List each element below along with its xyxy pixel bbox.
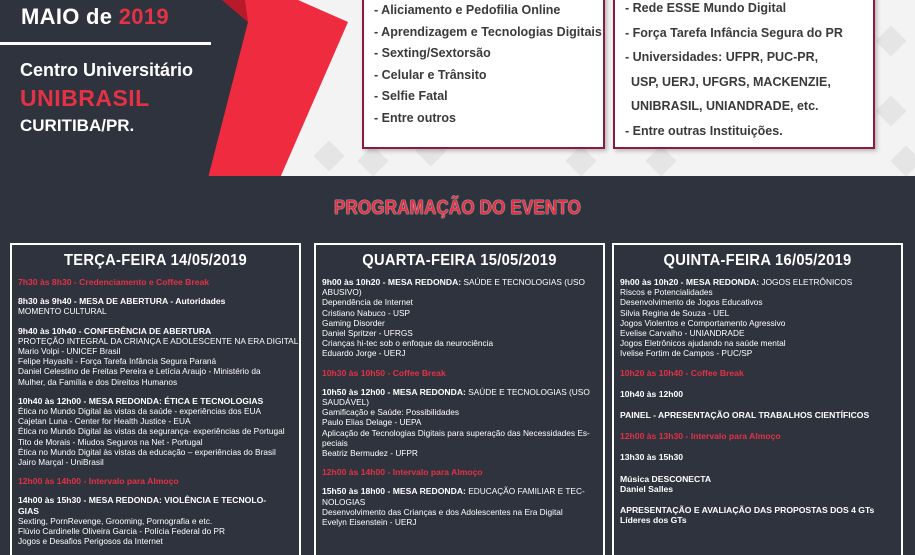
session-line: Mulher, da Família e dos Direitos Humanos: [18, 376, 178, 387]
session-topic: SAÚDE E TECNOLOGIAS (USO: [465, 386, 590, 397]
session-time: 10h50 às 12h00 - MESA REDONDA:: [322, 386, 466, 397]
session-line: Felipe Hayashi - Força Tarefa Infância Segura Paraná: [18, 356, 217, 367]
schedule-break: 12h00 às 14h00 - Intervalo para Almoço: [18, 476, 179, 487]
session-time: 13h30 às 15h30: [620, 452, 684, 463]
session-line: Jogos Eletrônicos ajudando na saúde mental: [620, 338, 786, 349]
schedule-break: 12h00 às 13h30 - Intervalo para Almoço: [620, 431, 781, 442]
theme-item: - Entre outros: [374, 110, 456, 125]
theme-item: - Selfie Fatal: [374, 89, 448, 104]
session-line: ABUSIVO): [322, 287, 362, 298]
schedule-session: [322, 486, 597, 527]
session-line: NOLOGIAS: [322, 496, 366, 507]
session-line: Cristiano Nabuco - USP: [322, 307, 411, 318]
venue-city: CURITIBA/PR.: [20, 116, 135, 135]
session-line: Daniel Celestino de Freitas Pereira e Letícia Araujo - Ministério da: [18, 366, 261, 377]
theme-item: - Celular e Trânsito: [374, 67, 487, 82]
session-line: Gamificação e Saúde: Possibilidades: [322, 407, 459, 418]
theme-item: - Aprendizagem e Tecnologias Digitais: [374, 24, 602, 39]
session-time-cont: GIAS: [18, 505, 40, 516]
session-line: peciais: [322, 437, 348, 448]
session-topic: EDUCAÇÃO FAMILIAR E TEC-: [465, 486, 585, 497]
partner-item: - Universidades: UFPR, PUC-PR,: [625, 50, 819, 64]
theme-item: - Sexting/Sextorsão: [374, 46, 491, 61]
session-line: Evelise Carvalho - UNIANDRADE: [620, 328, 745, 339]
schedule-session: [18, 495, 293, 546]
schedule-session: [322, 277, 597, 359]
session-line: Silvia Regina de Souza - UEL: [620, 307, 730, 318]
session-topic: JOGOS ELETRÔNICOS: [759, 277, 853, 287]
schedule-session: [18, 396, 293, 467]
venue: [20, 60, 193, 136]
session-line: Paulo Elias Delage - UEPA: [322, 417, 422, 428]
session-line: Gaming Disorder: [322, 317, 385, 328]
session-title: APRESENTAÇÃO E AVALIAÇÃO DAS PROPOSTAS DOS 4 GTs: [620, 505, 875, 516]
session-line: Crianças hi-tec sob o enfoque da neurociência: [322, 338, 494, 349]
schedule-break: 7h30 às 8h30 - Credenciamento e Coffee Break: [18, 277, 210, 287]
session-time: 9h00 às 10h20 - MESA REDONDA:: [322, 277, 462, 287]
session-title: PAINEL - APRESENTAÇÃO ORAL TRABALHOS CIENTÍFICOS: [620, 410, 870, 421]
schedule-break: 12h00 às 14h00 - Intervalo para Almoço: [322, 467, 483, 478]
session-line: Ética no Mundo Digital às vistas da saúde - experiências dos EUA: [18, 406, 262, 417]
session-time: 15h50 às 18h00 - MESA REDONDA:: [322, 486, 466, 497]
session-line: Daniel Spritzer - UFRGS: [322, 328, 413, 339]
schedule-break: 10h30 às 10h50 - Coffee Break: [322, 367, 446, 378]
session-line: Ivelise Fortim de Campos - PUC/SP: [620, 348, 753, 359]
venue-line-1: Centro Universitário: [20, 60, 194, 80]
schedule-break: 10h20 às 10h40 - Coffee Break: [620, 367, 744, 378]
session-line: Dependência de Internet: [322, 297, 413, 308]
partner-item: USP, UERJ, UFGRS, MACKENZIE,: [631, 74, 831, 89]
day-header: TERÇA-FEIRA 14/05/2019: [63, 252, 248, 269]
session-title: Música DESCONECTA: [620, 473, 712, 484]
session-line: Ética no Mundo Digital às vistas da segurança- experiências de Portugal: [18, 426, 285, 437]
session-time: 9h40 às 10h40 - CONFERÊNCIA DE ABERTURA: [18, 325, 212, 336]
session-line: Mario Volpi - UNICEF Brasil: [18, 346, 121, 357]
session-line: PROTEÇÃO INTEGRAL DA CRIANÇA E ADOLESCENTE NA ERA DIGITAL: [18, 335, 299, 346]
session-time: 10h40 às 12h00 - MESA REDONDA: ÉTICA E TECNOLOGIAS: [18, 395, 264, 406]
session-line: Jogos e Desafios Perigosos da Internet: [18, 536, 163, 547]
schedule-session: [18, 325, 299, 387]
day-header: QUARTA-FEIRA 15/05/2019: [362, 252, 557, 269]
session-line: Aplicação de Tecnologias Digitais para superação das Necessidades Es-: [322, 427, 590, 438]
session-line: Desenvolvimento de Jogos Educativos: [620, 297, 763, 308]
schedule-session: [620, 505, 895, 525]
session-line: Beatriz Bermudez - UFPR: [322, 448, 418, 459]
session-speaker: Daniel Salles: [620, 483, 674, 494]
day-header: QUINTA-FEIRA 16/05/2019: [663, 252, 852, 269]
schedule-session: [322, 387, 597, 458]
session-line: Sexting, PornRevenge, Grooming, Pornografia e etc.: [18, 515, 213, 526]
session-line: Flúvio Cardinelle Oliveira Garcia - Polícia Federal do PR: [18, 526, 226, 537]
schedule-session: [620, 277, 895, 359]
session-topic: SAÚDE E TECNOLOGIAS (USO: [461, 277, 586, 287]
partner-item: UNIBRASIL, UNIANDRADE, etc.: [631, 99, 819, 113]
session-line: Jairo Marçal - UniBrasil: [18, 457, 104, 468]
schedule-session: [620, 389, 895, 399]
day-column-tuesday: [10, 243, 301, 555]
schedule-session: [620, 474, 895, 494]
session-line: Jogos Violentos e Comportamento Agressivo: [620, 317, 786, 328]
event-year: 2019: [118, 4, 169, 29]
day-column-thursday: [612, 243, 903, 555]
session-time: 14h00 às 15h30 - MESA REDONDA: VIOLÊNCIA E TECNOLO-: [18, 495, 267, 506]
theme-item: - Aliciamento e Pedofilia Online: [374, 3, 561, 17]
venue-name: UNIBRASIL: [20, 85, 150, 111]
session-time: 9h00 às 10h20 - MESA REDONDA:: [620, 277, 760, 287]
session-line: MOMENTO CULTURAL: [18, 306, 107, 317]
session-line: Evelyn Eisenstein - UERJ: [322, 517, 417, 528]
hero-banner: [0, 0, 915, 178]
schedule-session: [620, 452, 895, 462]
session-line: Cajetan Luna - Center for Health Justice - EUA: [18, 416, 191, 427]
partner-item: - Rede ESSE Mundo Digital: [625, 1, 787, 15]
program-title: PROGRAMAÇÃO DO EVENTO: [334, 197, 581, 219]
day-column-wednesday: [314, 243, 605, 555]
session-line: Desenvolvimento das Crianças e dos Adolescentes na Era Digital: [322, 506, 563, 517]
divider: [0, 42, 211, 45]
schedule-session: [18, 296, 293, 316]
session-line: Tito de Morais - Miudos Seguros na Net - Portugal: [18, 436, 203, 447]
partner-item: - Força Tarefa Infância Segura do PR: [625, 25, 843, 40]
session-line: Ética no Mundo Digital às vistas da educação – experiências do Brasil: [18, 446, 276, 457]
session-speaker: Líderes dos GTs: [620, 515, 687, 526]
event-month: MAIO de: [21, 4, 113, 29]
section-divider: [0, 176, 915, 179]
session-time: 10h40 às 12h00: [620, 388, 684, 399]
themes-box: [362, 0, 605, 149]
partners-box: [613, 0, 875, 149]
partner-item: - Entre outras Instituições.: [625, 123, 783, 138]
session-line: SAUDÁVEL): [322, 397, 370, 408]
session-time: 8h30 às 9h40 - MESA DE ABERTURA - Autoridades: [18, 296, 226, 307]
schedule-session: [620, 410, 895, 420]
event-date: [21, 4, 169, 30]
session-line: Eduardo Jorge - UERJ: [322, 348, 406, 359]
session-line: Riscos e Potencialidades: [620, 287, 713, 298]
